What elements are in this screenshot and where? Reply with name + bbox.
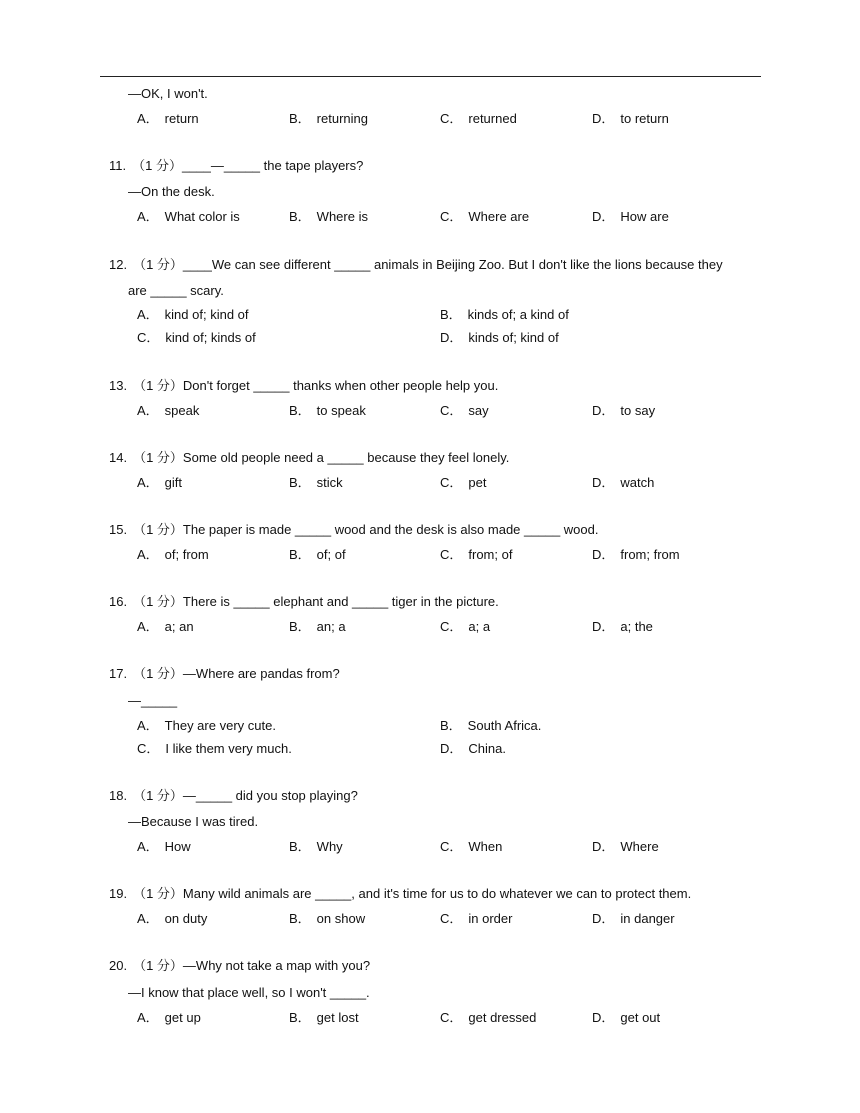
option-letter: B．	[289, 619, 311, 634]
question-score: （1 分）	[133, 450, 183, 465]
q18-option-c[interactable]	[440, 839, 502, 855]
question-text: The paper is made _____ wood and the desk is also made _____ wood.	[182, 522, 599, 537]
q16-option-b[interactable]	[289, 619, 346, 635]
option-letter: A．	[137, 547, 159, 562]
option-letter: B．	[289, 111, 311, 126]
question-number: 16.	[109, 594, 128, 609]
q17-option-c[interactable]	[137, 741, 292, 757]
option-letter: D．	[592, 619, 615, 634]
option-letter: C．	[440, 1010, 463, 1025]
q20-option-b[interactable]	[289, 1010, 359, 1026]
question-18-extra-line: —Because I was tired.	[128, 814, 259, 829]
question-score: （1 分）	[133, 522, 183, 537]
q19-option-b[interactable]	[289, 911, 365, 927]
q15-option-d[interactable]	[592, 547, 680, 563]
question-score: （1 分）	[133, 788, 183, 803]
option-text: kinds of; a kind of	[467, 307, 569, 322]
q12-option-a[interactable]	[137, 307, 249, 323]
question-15-stem	[109, 522, 598, 538]
option-text: watch	[620, 475, 655, 490]
q10-option-a[interactable]	[137, 111, 199, 127]
question-score: （1 分）	[133, 594, 183, 609]
question-number: 20.	[109, 958, 128, 973]
option-letter: B．	[289, 403, 311, 418]
question-text: —_____ did you stop playing?	[182, 788, 358, 803]
question-number: 12.	[109, 257, 128, 272]
option-text: Where is	[316, 209, 368, 224]
question-19-stem	[109, 886, 691, 902]
option-text: returning	[316, 111, 368, 126]
option-text: in order	[468, 911, 513, 926]
option-text: How are	[620, 209, 669, 224]
option-text: South Africa.	[467, 718, 542, 733]
question-12-extra-line: are _____ scary.	[128, 283, 224, 298]
q19-option-d[interactable]	[592, 911, 675, 927]
q13-option-b[interactable]	[289, 403, 366, 419]
q12-option-b[interactable]	[440, 307, 569, 323]
q10-answer-line: —OK, I won't.	[128, 86, 208, 101]
q12-option-c[interactable]	[137, 330, 256, 346]
question-text: ____—_____ the tape players?	[181, 158, 364, 173]
option-text: stick	[316, 475, 343, 490]
option-letter: A．	[137, 911, 159, 926]
q16-option-d[interactable]	[592, 619, 653, 635]
option-letter: A．	[137, 839, 159, 854]
question-text: Many wild animals are _____, and it's time for us to do whatever we can to protect them.	[182, 886, 692, 901]
option-text: speak	[164, 403, 200, 418]
option-letter: A．	[137, 619, 159, 634]
q18-option-d[interactable]	[592, 839, 659, 855]
question-score: （1 分）	[132, 158, 182, 173]
option-letter: A．	[137, 307, 159, 322]
question-text: —Why not take a map with you?	[182, 958, 371, 973]
question-17-extra-line: —_____	[128, 693, 178, 708]
question-score: （1 分）	[133, 958, 183, 973]
question-text: Don't forget _____ thanks when other people help you.	[182, 378, 499, 393]
option-text: I like them very much.	[165, 741, 292, 756]
q20-option-a[interactable]	[137, 1010, 201, 1026]
option-text: say	[468, 403, 489, 418]
q13-option-c[interactable]	[440, 403, 489, 419]
q16-option-c[interactable]	[440, 619, 490, 635]
header-rule	[100, 76, 761, 77]
option-letter: D．	[440, 330, 463, 345]
question-13-stem	[109, 378, 498, 394]
option-letter: B．	[440, 307, 462, 322]
option-text: When	[468, 839, 503, 854]
question-number: 13.	[109, 378, 128, 393]
question-17-stem	[109, 666, 340, 682]
option-letter: C．	[440, 619, 463, 634]
q14-option-a[interactable]	[137, 475, 182, 491]
q11-option-a[interactable]	[137, 209, 240, 225]
option-letter: C．	[137, 741, 160, 756]
question-score: （1 分）	[133, 378, 183, 393]
option-text: to speak	[316, 403, 366, 418]
q14-option-b[interactable]	[289, 475, 343, 491]
option-letter: C．	[440, 475, 463, 490]
option-letter: C．	[440, 839, 463, 854]
question-score: （1 分）	[133, 886, 183, 901]
option-text: from; of	[468, 547, 513, 562]
option-text: returned	[468, 111, 517, 126]
question-number: 17.	[109, 666, 128, 681]
q15-option-b[interactable]	[289, 547, 346, 563]
q14-option-d[interactable]	[592, 475, 654, 491]
q17-option-b[interactable]	[440, 718, 541, 734]
question-number: 11.	[109, 158, 127, 173]
question-number: 19.	[109, 886, 128, 901]
q19-option-a[interactable]	[137, 911, 207, 927]
option-text: gift	[164, 475, 183, 490]
question-number: 18.	[109, 788, 128, 803]
option-letter: C．	[440, 403, 463, 418]
option-letter: C．	[137, 330, 160, 345]
option-text: China.	[468, 741, 506, 756]
option-letter: A．	[137, 111, 159, 126]
question-score: （1 分）	[133, 257, 183, 272]
option-letter: D．	[592, 1010, 615, 1025]
option-letter: B．	[440, 718, 462, 733]
option-text: get up	[164, 1010, 201, 1025]
question-20-stem	[109, 958, 370, 974]
option-letter: B．	[289, 839, 311, 854]
option-text: a; the	[620, 619, 653, 634]
q15-option-a[interactable]	[137, 547, 209, 563]
question-text: ____We can see different _____ animals in Beijing Zoo. But I don't like the lions because they	[182, 257, 723, 272]
option-text: in danger	[620, 911, 675, 926]
option-letter: A．	[137, 209, 159, 224]
option-text: Where are	[468, 209, 530, 224]
q19-option-c[interactable]	[440, 911, 512, 927]
q20-option-c[interactable]	[440, 1010, 536, 1026]
option-text: on duty	[164, 911, 208, 926]
question-number: 14.	[109, 450, 128, 465]
q11-option-b[interactable]	[289, 209, 368, 225]
option-letter: B．	[289, 1010, 311, 1025]
q11-option-d[interactable]	[592, 209, 669, 225]
option-letter: B．	[289, 911, 311, 926]
option-text: pet	[468, 475, 487, 490]
option-text: kind of; kind of	[164, 307, 249, 322]
q17-option-d[interactable]	[440, 741, 506, 757]
option-letter: A．	[137, 1010, 159, 1025]
question-score: （1 分）	[133, 666, 183, 681]
option-text: get dressed	[468, 1010, 537, 1025]
q10-option-d[interactable]	[592, 111, 669, 127]
option-text: of; of	[316, 547, 346, 562]
question-20-extra-line: —I know that place well, so I won't _____.	[128, 985, 370, 1000]
q12-option-d[interactable]	[440, 330, 559, 346]
option-text: from; from	[620, 547, 680, 562]
option-text: to say	[620, 403, 656, 418]
option-text: How	[164, 839, 191, 854]
option-letter: C．	[440, 547, 463, 562]
option-letter: B．	[289, 209, 311, 224]
option-letter: D．	[592, 403, 615, 418]
option-text: Where	[620, 839, 659, 854]
option-letter: C．	[440, 209, 463, 224]
option-letter: B．	[289, 547, 311, 562]
option-letter: D．	[440, 741, 463, 756]
option-text: kind of; kinds of	[165, 330, 256, 345]
option-letter: C．	[440, 111, 463, 126]
question-text: —Where are pandas from?	[182, 666, 340, 681]
option-letter: D．	[592, 547, 615, 562]
q20-option-d[interactable]	[592, 1010, 660, 1026]
option-letter: D．	[592, 475, 615, 490]
question-14-stem	[109, 450, 509, 466]
option-letter: D．	[592, 911, 615, 926]
question-11-extra-line: —On the desk.	[128, 184, 215, 199]
q11-option-c[interactable]	[440, 209, 529, 225]
question-16-stem	[109, 594, 499, 610]
question-number: 15.	[109, 522, 128, 537]
question-text: Some old people need a _____ because they feel lonely.	[182, 450, 510, 465]
option-letter: A．	[137, 403, 159, 418]
option-text: What color is	[164, 209, 240, 224]
question-text: There is _____ elephant and _____ tiger in the picture.	[182, 594, 499, 609]
option-letter: D．	[592, 209, 615, 224]
option-text: an; a	[316, 619, 346, 634]
q13-option-a[interactable]	[137, 403, 199, 419]
option-text: kinds of; kind of	[468, 330, 559, 345]
option-letter: D．	[592, 839, 615, 854]
option-text: a; a	[468, 619, 491, 634]
q10-option-c[interactable]	[440, 111, 517, 127]
q10-option-b[interactable]	[289, 111, 368, 127]
question-12-stem	[109, 257, 723, 273]
option-letter: A．	[137, 475, 159, 490]
option-letter: C．	[440, 911, 463, 926]
option-letter: B．	[289, 475, 311, 490]
q13-option-d[interactable]	[592, 403, 655, 419]
q16-option-a[interactable]	[137, 619, 194, 635]
option-letter: D．	[592, 111, 615, 126]
option-text: Why	[316, 839, 343, 854]
question-18-stem	[109, 788, 358, 804]
option-letter: A．	[137, 718, 159, 733]
option-text: get out	[620, 1010, 661, 1025]
option-text: on show	[316, 911, 366, 926]
q18-option-a[interactable]	[137, 839, 191, 855]
q15-option-c[interactable]	[440, 547, 512, 563]
option-text: of; from	[164, 547, 209, 562]
question-11-stem	[109, 158, 363, 174]
q18-option-b[interactable]	[289, 839, 343, 855]
option-text: return	[164, 111, 199, 126]
option-text: get lost	[316, 1010, 359, 1025]
q17-option-a[interactable]	[137, 718, 276, 734]
option-text: They are very cute.	[164, 718, 276, 733]
option-text: to return	[620, 111, 669, 126]
q14-option-c[interactable]	[440, 475, 486, 491]
option-text: a; an	[164, 619, 194, 634]
